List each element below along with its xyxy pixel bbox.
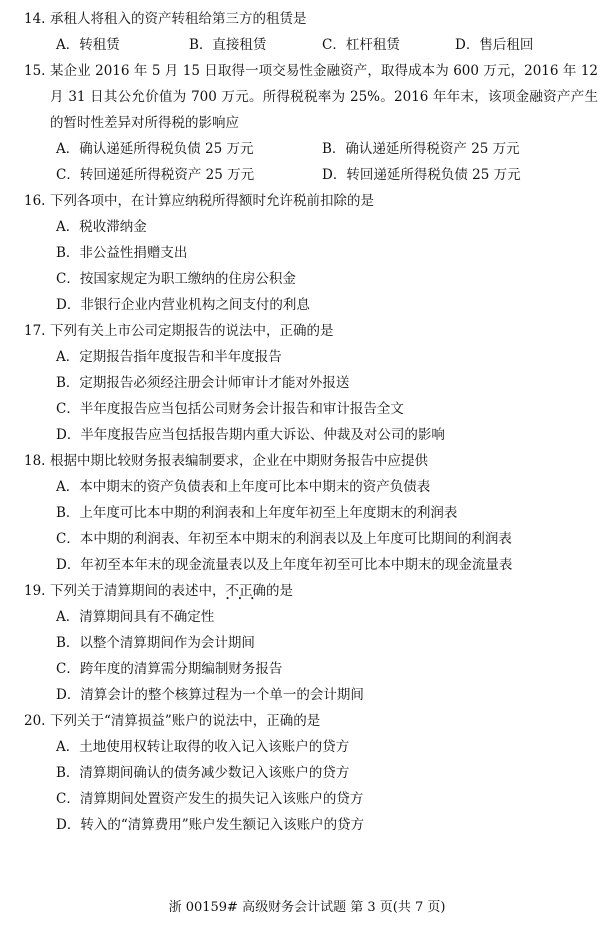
question-number: 16. <box>24 193 46 209</box>
options-row <box>50 136 598 162</box>
option-a: A．清算期间具有不确定性 <box>56 609 215 625</box>
question-19 <box>0 578 614 708</box>
option-b: B．直接租赁 <box>189 37 267 53</box>
option-b: B．以整个清算期间作为会计期间 <box>56 635 255 651</box>
option-c: C．按国家规定为职工缴纳的住房公积金 <box>56 271 296 287</box>
question-number: 15. <box>24 63 46 79</box>
question-17 <box>0 318 614 448</box>
question-20 <box>0 708 614 838</box>
question-stem: 承租人将租入的资产转租给第三方的租赁是 <box>50 11 307 27</box>
option-c: C．转回递延所得税资产 25 万元 <box>56 167 255 183</box>
question-stem <box>50 578 598 604</box>
options-row <box>50 32 598 58</box>
options-list <box>50 344 598 448</box>
stem-text: 下列关于清算期间的表述中， <box>50 583 226 599</box>
question-number: 19. <box>24 583 46 599</box>
option-a: A．土地使用权转让取得的收入记入该账户的贷方 <box>56 739 350 755</box>
options-list <box>50 604 598 708</box>
option-c: C．杠杆租赁 <box>322 37 400 53</box>
option-d: D．清算会计的整个核算过程为一个单一的会计期间 <box>56 687 364 703</box>
question-stem: 下列有关上市公司定期报告的说法中，正确的是 <box>50 323 334 339</box>
question-number: 20. <box>24 713 46 729</box>
question-number: 17. <box>24 323 46 339</box>
option-b: B．非公益性捐赠支出 <box>56 245 188 261</box>
page-footer: 浙 00159# 高级财务会计试题 第 3 页(共 7 页) <box>168 900 446 915</box>
options-list <box>50 474 598 578</box>
stem-text: 的是 <box>266 583 293 599</box>
option-b: B．定期报告必须经注册会计师审计才能对外报送 <box>56 375 350 391</box>
question-number: 14. <box>24 11 46 27</box>
option-d: D．售后租回 <box>455 37 534 53</box>
options-list <box>50 734 598 838</box>
question-stem: 某企业 2016 年 5 月 15 日取得一项交易性金融资产，取得成本为 600 万元，2016 年 12 月 31 日其公允价值为 700 万元。所得税税率为 25%。2016 年年末，该项金融资产产生的暂时性差异对所得税的影响应 <box>50 63 598 131</box>
question-stem: 下列关于“清算损益”账户的说法中，正确的是 <box>50 713 321 729</box>
option-c: C．半年度报告应当包括公司财务会计报告和审计报告全文 <box>56 401 404 417</box>
option-c: C．跨年度的清算需分期编制财务报告 <box>56 661 283 677</box>
exam-page <box>0 6 614 838</box>
question-number: 18. <box>24 453 46 469</box>
option-c: C．本中期的利润表、年初至本中期末的利润表以及上年度可比期间的利润表 <box>56 531 512 547</box>
options-list <box>50 214 598 318</box>
question-14 <box>0 6 614 58</box>
option-a: A．定期报告指年度报告和半年度报告 <box>56 349 282 365</box>
option-d: D．转回递延所得税负债 25 万元 <box>322 167 521 183</box>
option-b: B．清算期间确认的债务减少数记入该账户的贷方 <box>56 765 350 781</box>
options-row <box>50 162 598 188</box>
question-18 <box>0 448 614 578</box>
question-stem: 根据中期比较财务报表编制要求，企业在中期财务报告中应提供 <box>50 453 428 469</box>
option-d: D．转入的“清算费用”账户发生额记入该账户的贷方 <box>56 817 365 833</box>
option-a: A．税收滞纳金 <box>56 219 147 235</box>
question-15 <box>0 58 614 188</box>
option-b: B．确认递延所得税资产 25 万元 <box>322 141 520 157</box>
option-d: D．半年度报告应当包括报告期内重大诉讼、仲裁及对公司的影响 <box>56 427 445 443</box>
option-c: C．清算期间处置资产发生的损失记入该账户的贷方 <box>56 791 364 807</box>
question-stem: 下列各项中，在计算应纳税所得额时允许税前扣除的是 <box>50 193 374 209</box>
question-16 <box>0 188 614 318</box>
emphasis-dots: 不正确 • • • <box>226 583 267 599</box>
option-d: D．非银行企业内营业机构之间支付的利息 <box>56 297 310 313</box>
option-d: D．年初至本年末的现金流量表以及上年度年初至可比本中期末的现金流量表 <box>56 557 513 573</box>
option-a: A．确认递延所得税负债 25 万元 <box>56 141 254 157</box>
option-a: A．本中期末的资产负债表和上年度可比本中期末的资产负债表 <box>56 479 431 495</box>
option-a: A．转租赁 <box>56 37 120 53</box>
option-b: B．上年度可比本中期的利润表和上年度年初至上年度期末的利润表 <box>56 505 458 521</box>
